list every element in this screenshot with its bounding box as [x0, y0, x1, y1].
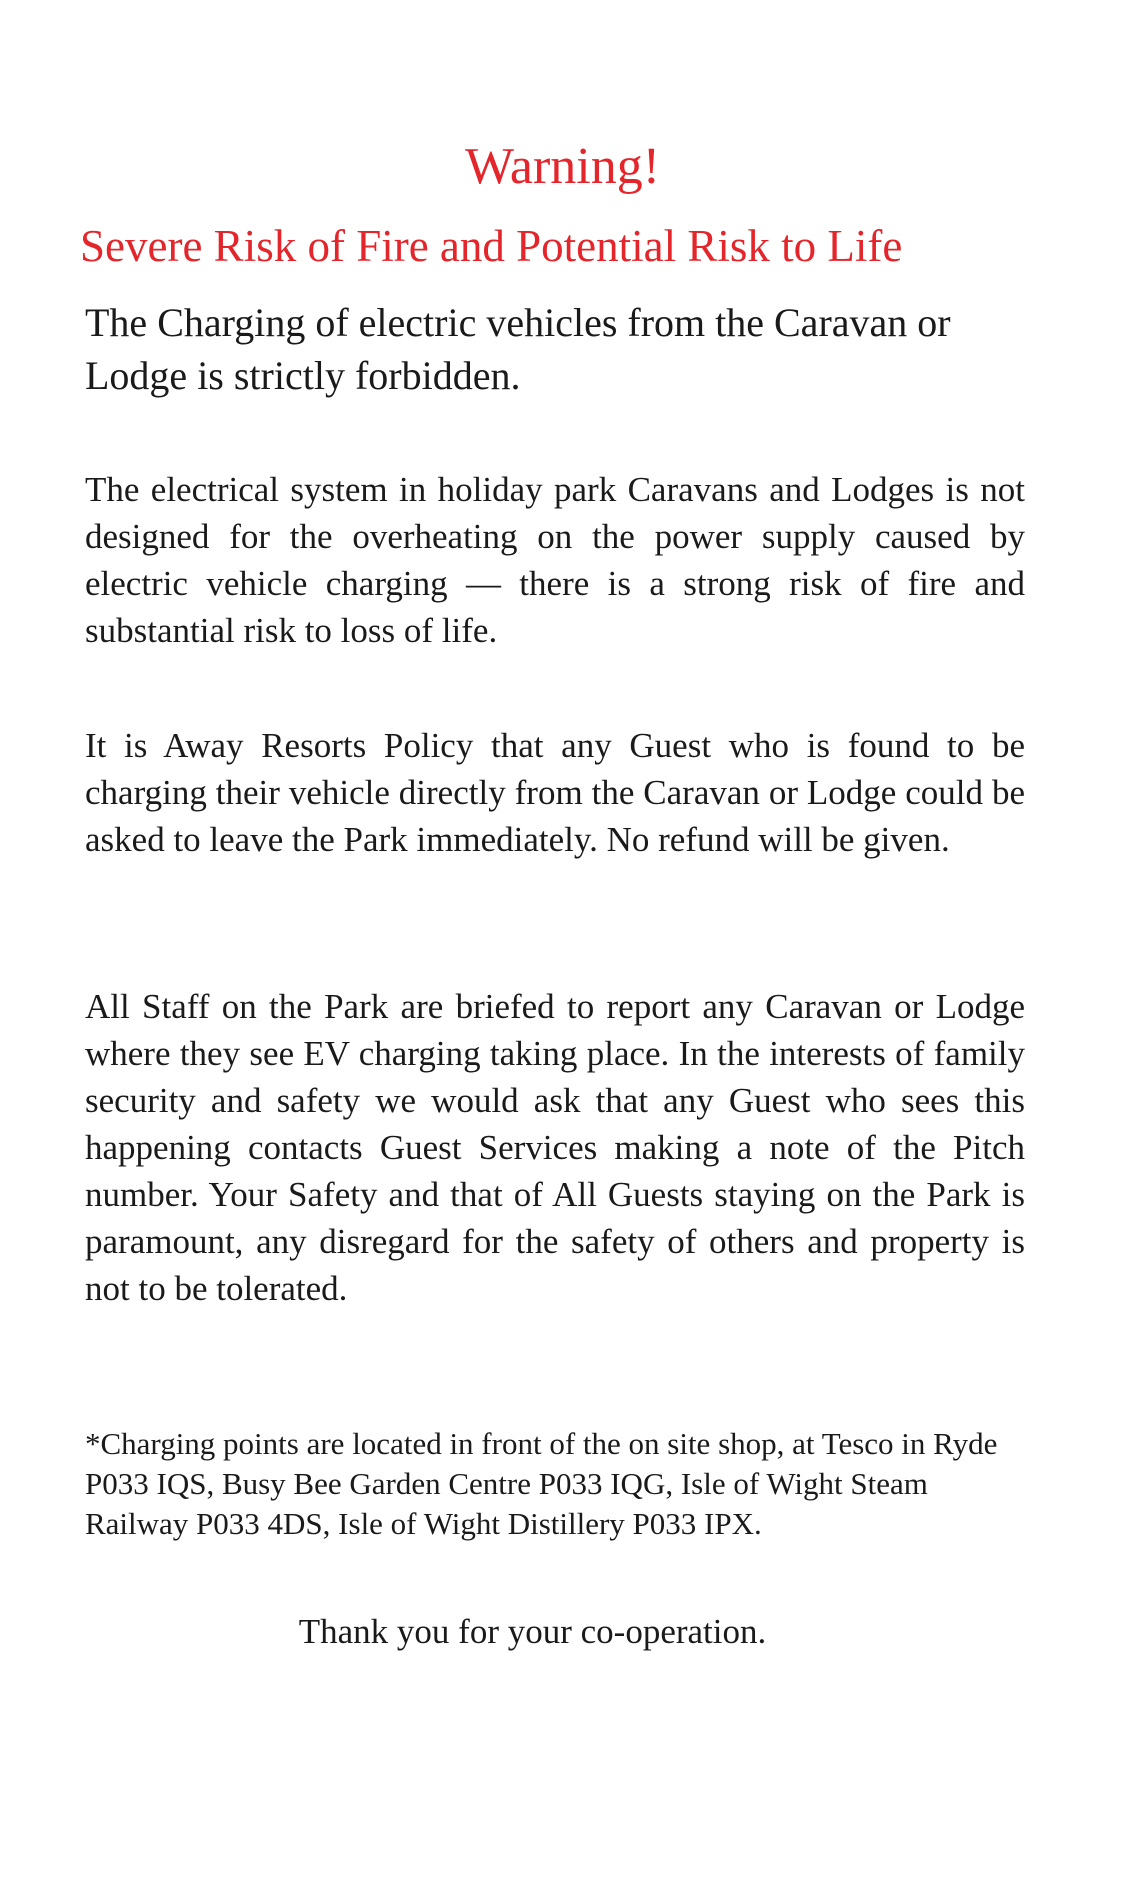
risk-subtitle: Severe Risk of Fire and Potential Risk to Life	[80, 221, 903, 271]
policy-paragraph: It is Away Resorts Policy that any Guest who is found to be charging their vehicle directly from the Caravan or Lodge could be asked to leave the Park immediately. No refund will be given.	[85, 726, 1025, 859]
warning-title: Warning!	[464, 138, 661, 195]
electrical-system-paragraph: The electrical system in holiday park Caravans and Lodges is not designed for the overheating on the power supply caused by electric vehicle charging — there is a strong risk of fire and substantial risk to loss of life.	[85, 470, 1025, 650]
staff-reporting-paragraph: All Staff on the Park are briefed to report any Caravan or Lodge where they see EV charging taking place. In the interests of family security and safety we would ask that any Guest who sees this happening contacts Guest Services making a note of the Pitch number. Your Safety and that of All Guests staying on the Park is paramount, any disregard for the safety of others and property is not to be tolerated.	[85, 987, 1025, 1308]
closing-thanks: Thank you for your co-operation.	[298, 1612, 767, 1651]
charging-points-footnote: *Charging points are located in front of the on site shop, at Tesco in Ryde P033 IQS, Busy Bee Garden Centre P033 IQG, Isle of Wight Steam Railway P033 4DS, Isle of Wight Distillery P033 IPX.	[85, 1426, 998, 1541]
intro-statement: The Charging of electric vehicles from the Caravan or Lodge is strictly forbidden.	[85, 300, 951, 398]
